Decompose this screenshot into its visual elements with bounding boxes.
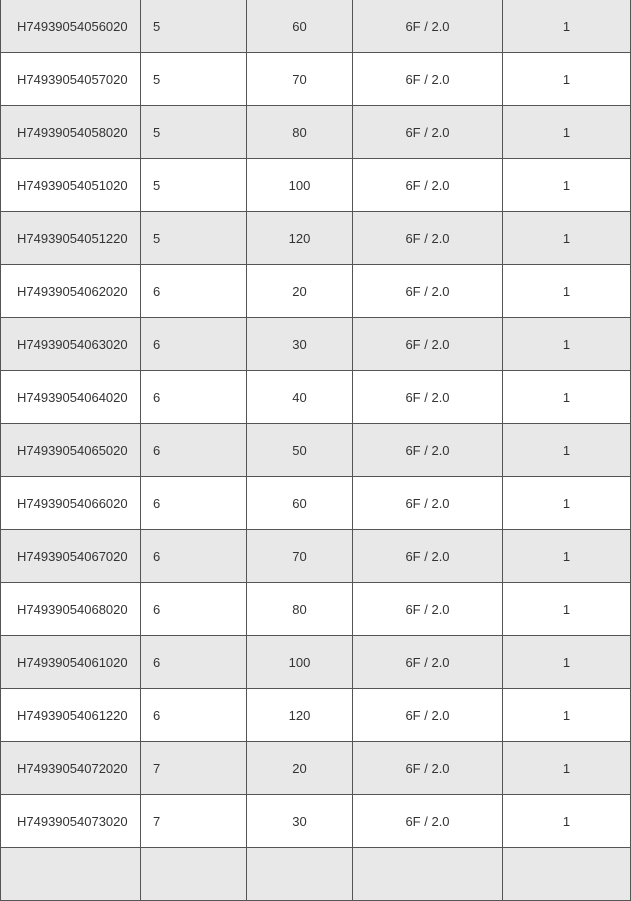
sku-cell: H74939054072020 (1, 742, 141, 795)
length-cell: 30 (247, 318, 353, 371)
size-cell: 6 (141, 689, 247, 742)
spec-cell: 6F / 2.0 (353, 583, 503, 636)
length-cell: 70 (247, 530, 353, 583)
table-row (1, 53, 631, 106)
size-cell: 6 (141, 318, 247, 371)
length-cell: 30 (247, 795, 353, 848)
table-row (1, 106, 631, 159)
length-cell: 20 (247, 742, 353, 795)
table-row (1, 212, 631, 265)
length-cell: 40 (247, 371, 353, 424)
table-row (1, 848, 631, 901)
sku-cell: H74939054051020 (1, 159, 141, 212)
sku-cell: H74939054067020 (1, 530, 141, 583)
size-cell (141, 848, 247, 901)
spec-cell: 6F / 2.0 (353, 371, 503, 424)
quantity-cell: 1 (503, 318, 631, 371)
sku-cell: H74939054051220 (1, 212, 141, 265)
sku-cell: H74939054062020 (1, 265, 141, 318)
length-cell: 80 (247, 583, 353, 636)
quantity-cell: 1 (503, 530, 631, 583)
quantity-cell: 1 (503, 795, 631, 848)
quantity-cell: 1 (503, 53, 631, 106)
quantity-cell (503, 848, 631, 901)
sku-cell: H74939054056020 (1, 0, 141, 53)
quantity-cell: 1 (503, 742, 631, 795)
sku-cell: H74939054061020 (1, 636, 141, 689)
size-cell: 6 (141, 265, 247, 318)
quantity-cell: 1 (503, 0, 631, 53)
quantity-cell: 1 (503, 477, 631, 530)
spec-cell: 6F / 2.0 (353, 689, 503, 742)
size-cell: 6 (141, 636, 247, 689)
length-cell: 80 (247, 106, 353, 159)
spec-cell: 6F / 2.0 (353, 636, 503, 689)
spec-cell: 6F / 2.0 (353, 477, 503, 530)
size-cell: 7 (141, 795, 247, 848)
length-cell: 120 (247, 212, 353, 265)
quantity-cell: 1 (503, 106, 631, 159)
length-cell: 60 (247, 0, 353, 53)
spec-cell: 6F / 2.0 (353, 265, 503, 318)
sku-cell: H74939054073020 (1, 795, 141, 848)
size-cell: 6 (141, 530, 247, 583)
spec-cell: 6F / 2.0 (353, 530, 503, 583)
table-row (1, 583, 631, 636)
table-row (1, 371, 631, 424)
quantity-cell: 1 (503, 212, 631, 265)
table-row (1, 159, 631, 212)
table-row (1, 795, 631, 848)
spec-cell: 6F / 2.0 (353, 212, 503, 265)
sku-cell: H74939054068020 (1, 583, 141, 636)
sku-cell (1, 848, 141, 901)
sku-cell: H74939054063020 (1, 318, 141, 371)
spec-cell: 6F / 2.0 (353, 742, 503, 795)
size-cell: 5 (141, 159, 247, 212)
quantity-cell: 1 (503, 424, 631, 477)
spec-cell: 6F / 2.0 (353, 159, 503, 212)
spec-cell: 6F / 2.0 (353, 53, 503, 106)
size-cell: 6 (141, 477, 247, 530)
table-row (1, 477, 631, 530)
spec-cell: 6F / 2.0 (353, 0, 503, 53)
size-cell: 5 (141, 106, 247, 159)
length-cell (247, 848, 353, 901)
spec-cell (353, 848, 503, 901)
length-cell: 50 (247, 424, 353, 477)
spec-cell: 6F / 2.0 (353, 318, 503, 371)
quantity-cell: 1 (503, 371, 631, 424)
spec-cell: 6F / 2.0 (353, 795, 503, 848)
quantity-cell: 1 (503, 583, 631, 636)
product-table-body (1, 0, 631, 901)
quantity-cell: 1 (503, 159, 631, 212)
table-row (1, 742, 631, 795)
table-row (1, 318, 631, 371)
table-row (1, 689, 631, 742)
table-row (1, 424, 631, 477)
length-cell: 100 (247, 636, 353, 689)
table-row (1, 265, 631, 318)
quantity-cell: 1 (503, 636, 631, 689)
sku-cell: H74939054064020 (1, 371, 141, 424)
sku-cell: H74939054061220 (1, 689, 141, 742)
size-cell: 6 (141, 424, 247, 477)
size-cell: 6 (141, 583, 247, 636)
length-cell: 60 (247, 477, 353, 530)
length-cell: 100 (247, 159, 353, 212)
sku-cell: H74939054057020 (1, 53, 141, 106)
quantity-cell: 1 (503, 265, 631, 318)
sku-cell: H74939054066020 (1, 477, 141, 530)
table-row (1, 0, 631, 53)
spec-cell: 6F / 2.0 (353, 106, 503, 159)
size-cell: 7 (141, 742, 247, 795)
size-cell: 5 (141, 0, 247, 53)
length-cell: 120 (247, 689, 353, 742)
size-cell: 6 (141, 371, 247, 424)
quantity-cell: 1 (503, 689, 631, 742)
table-row (1, 636, 631, 689)
size-cell: 5 (141, 53, 247, 106)
table-row (1, 530, 631, 583)
sku-cell: H74939054058020 (1, 106, 141, 159)
spec-cell: 6F / 2.0 (353, 424, 503, 477)
length-cell: 70 (247, 53, 353, 106)
size-cell: 5 (141, 212, 247, 265)
sku-cell: H74939054065020 (1, 424, 141, 477)
length-cell: 20 (247, 265, 353, 318)
